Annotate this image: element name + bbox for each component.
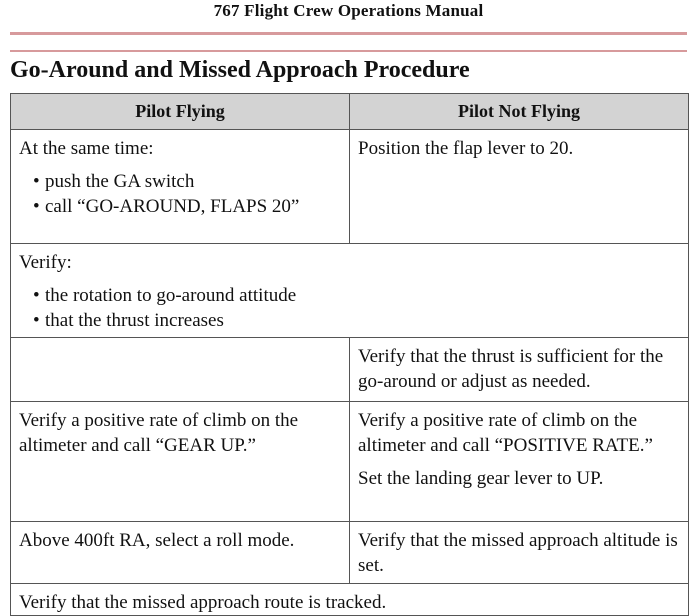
cell-text: Verify a positive rate of climb on the altimeter and call “POSITIVE RATE.” [358,410,653,456]
table-row [11,402,689,522]
table-cell-span [11,244,689,338]
procedure-table [10,93,689,616]
table-cell-pnf [350,402,689,522]
table-cell-pnf [350,522,689,584]
cell-text: Verify that the thrust is sufficient for the go-around or adjust as needed. [358,346,664,392]
list-item: • the rotation to go-around attitude [35,283,680,308]
table-cell-pnf [350,130,689,244]
table-cell-pf [11,522,350,584]
table-row [11,130,689,244]
list-item: • that the thrust increases [35,308,680,333]
cell-text: Set the landing gear lever to UP. [358,468,604,489]
table-cell-pnf [350,338,689,402]
table-row [11,338,689,402]
bullet-list [19,169,341,219]
column-header-pilot-flying: Pilot Flying [11,94,350,130]
list-item: • push the GA switch [35,169,341,194]
cell-text: Position the flap lever to 20. [358,138,574,159]
cell-text: Verify a positive rate of climb on the altimeter and call “GEAR UP.” [19,410,299,456]
cell-text: Verify: [19,252,72,273]
cell-text: Verify that the missed approach altitude is set. [358,530,678,576]
table-row [11,522,689,584]
table-header-row [11,94,689,130]
cell-text: Verify that the missed approach route is tracked. [19,592,387,613]
header-rule-secondary [10,50,687,52]
section-title: Go-Around and Missed Approach Procedure [10,57,470,83]
cell-text: At the same time: [19,138,154,159]
bullet-list [19,283,680,333]
cell-text: Above 400ft RA, select a roll mode. [19,530,295,551]
column-header-pilot-not-flying: Pilot Not Flying [350,94,689,130]
table-cell-pf [11,402,350,522]
header-rule [10,32,687,35]
table-cell-pf [11,130,350,244]
table-cell-pf [11,338,350,402]
manual-title: 767 Flight Crew Operations Manual [213,1,484,20]
table-row [11,244,689,338]
list-item: • call “GO-AROUND, FLAPS 20” [35,194,341,219]
